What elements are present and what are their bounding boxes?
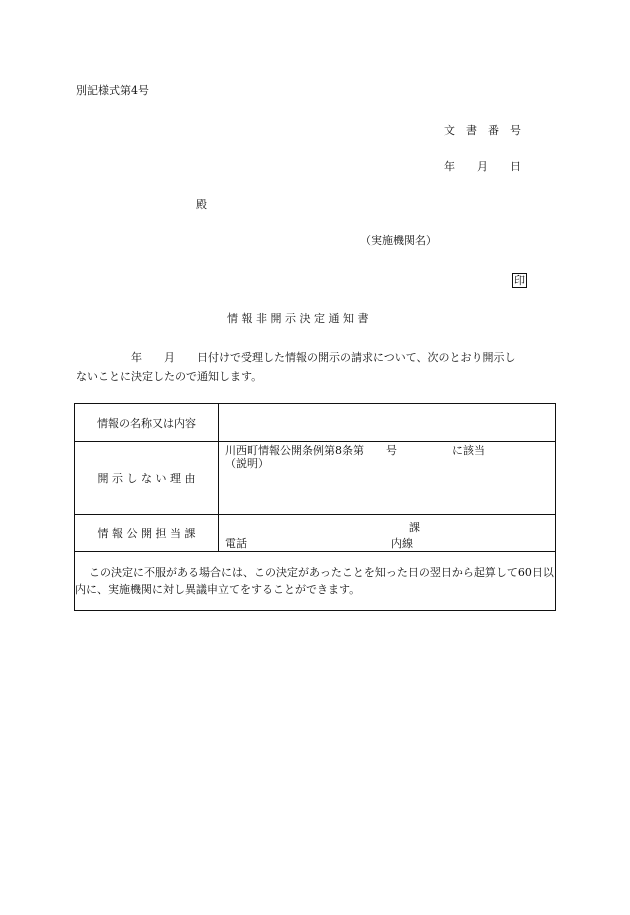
body-paragraph [76,348,556,386]
reason-value [219,442,556,515]
department-ka: 課 [409,521,420,534]
table-row [75,552,556,611]
form-number: 別記様式第4号 [76,84,149,97]
table-row [75,442,556,515]
extension-label: 内線 [391,537,413,550]
addressee-suffix: 殿 [196,198,207,211]
telephone-label: 電話 [225,537,247,550]
table-row [75,515,556,552]
reason-label: 開 示 し な い 理 由 [75,442,219,515]
body-line-1: 年 月 日付けで受理した情報の開示の請求について、次のとおり開示し [76,351,516,364]
seal-mark: 印 [514,274,525,287]
notice-table [74,403,556,611]
document-title: 情 報 非 開 示 決 定 通 知 書 [227,312,369,325]
reason-article: 川西町情報公開条例第8条第 号 に該当 [225,444,485,457]
department-label: 情 報 公 開 担 当 課 [75,515,219,552]
document-number-label: 文 書 番 号 [444,124,521,137]
appeal-notice: この決定に不服がある場合には、この決定があったことを知った日の翌日から起算して60日以内に、実施機関に対し異議申立てをすることができます。 [75,552,556,611]
info-name-value [219,404,556,442]
date-line: 年 月 日 [444,160,521,173]
department-value [219,515,556,552]
info-name-label: 情報の名称又は内容 [75,404,219,442]
table-row [75,404,556,442]
reason-explanation: （説明） [225,457,269,470]
body-line-2: ないことに決定したので通知します。 [76,370,263,383]
agency-name-label: （実施機関名） [360,234,437,247]
